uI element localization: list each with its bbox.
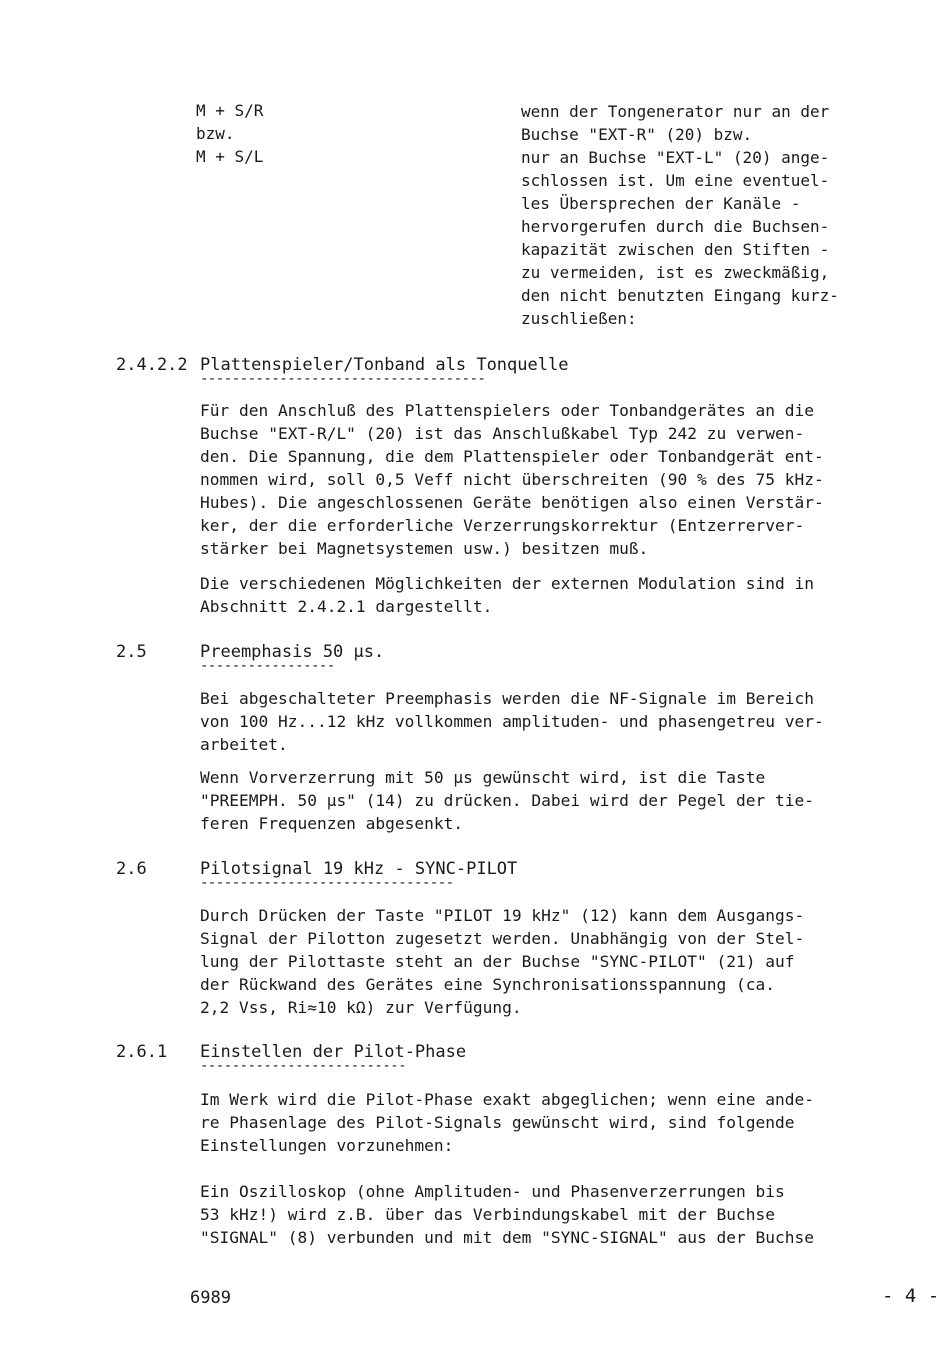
body-line: lung der Pilottaste steht an der Buchse "SYNC-PILOT" (21) auf (200, 952, 795, 971)
heading-underline: -------------------------- (200, 1058, 407, 1074)
heading-underline: ----------------- (200, 658, 335, 674)
body-line: von 100 Hz...12 kHz vollkommen amplituden- und phasengetreu ver- (200, 712, 824, 731)
page-number: - 4 - (882, 1285, 940, 1307)
body-line: Buchse "EXT-R/L" (20) ist das Anschlußkabel Typ 242 zu verwen- (200, 424, 805, 443)
heading-underline: ------------------------------------ (200, 371, 486, 387)
document-number: 6989 (190, 1288, 231, 1308)
mode-label-bzw: bzw. (196, 124, 235, 143)
mode-label-ms-l: M + S/L (196, 147, 264, 166)
note-line: zu vermeiden, ist es zweckmäßig, (521, 263, 830, 282)
note-line: schlossen ist. Um eine eventuel- (521, 171, 830, 190)
note-line: zuschließen: (521, 309, 637, 328)
note-line: les Übersprechen der Kanäle - (521, 194, 801, 213)
body-line: 2,2 Vss, Ri≈10 kΩ) zur Verfügung. (200, 998, 522, 1017)
body-line: Im Werk wird die Pilot-Phase exakt abgeglichen; wenn eine ande- (200, 1090, 814, 1109)
body-line: Bei abgeschalteter Preemphasis werden die NF-Signale im Bereich (200, 689, 814, 708)
body-line: Die verschiedenen Möglichkeiten der externen Modulation sind in (200, 574, 814, 593)
note-line: kapazität zwischen den Stiften - (521, 240, 830, 259)
body-line: stärker bei Magnetsystemen usw.) besitzen muß. (200, 539, 649, 558)
body-line: der Rückwand des Gerätes eine Synchronisationsspannung (ca. (200, 975, 775, 994)
section-number: 2.6 (116, 859, 147, 879)
section-heading: Pilotsignal 19 kHz - SYNC-PILOT (200, 859, 518, 879)
body-line: nommen wird, soll 0,5 Veff nicht überschreiten (90 % des 75 kHz- (200, 470, 824, 489)
mode-label-ms-r: M + S/R (196, 101, 264, 120)
section-heading: Einstellen der Pilot-Phase (200, 1042, 467, 1062)
body-line: Signal der Pilotton zugesetzt werden. Unabhängig von der Stel- (200, 929, 805, 948)
body-line: Für den Anschluß des Plattenspielers oder Tonbandgerätes an die (200, 401, 814, 420)
body-line: ker, der die erforderliche Verzerrungskorrektur (Entzerrerver- (200, 516, 805, 535)
body-line: "SIGNAL" (8) verbunden und mit dem "SYNC-SIGNAL" aus der Buchse (200, 1228, 814, 1247)
body-line: Abschnitt 2.4.2.1 dargestellt. (200, 597, 493, 616)
body-line: re Phasenlage des Pilot-Signals gewünscht wird, sind folgende (200, 1113, 795, 1132)
section-heading: Plattenspieler/Tonband als Tonquelle (200, 355, 569, 375)
note-line: Buchse "EXT-R" (20) bzw. (521, 125, 753, 144)
body-line: Einstellungen vorzunehmen: (200, 1136, 454, 1155)
body-line: feren Frequenzen abgesenkt. (200, 814, 464, 833)
body-line: 53 kHz!) wird z.B. über das Verbindungskabel mit der Buchse (200, 1205, 775, 1224)
body-line: Ein Oszilloskop (ohne Amplituden- und Phasenverzerrungen bis (200, 1182, 785, 1201)
section-number: 2.6.1 (116, 1042, 168, 1062)
body-line: arbeitet. (200, 735, 288, 754)
body-line: Hubes). Die angeschlossenen Geräte benötigen also einen Verstär- (200, 493, 824, 512)
section-number: 2.4.2.2 (116, 355, 188, 375)
body-line: Wenn Vorverzerrung mit 50 µs gewünscht wird, ist die Taste (200, 768, 766, 787)
note-line: wenn der Tongenerator nur an der (521, 102, 830, 121)
note-line: nur an Buchse "EXT-L" (20) ange- (521, 148, 830, 167)
section-heading: Preemphasis 50 µs. (200, 642, 385, 662)
body-line: Durch Drücken der Taste "PILOT 19 kHz" (12) kann dem Ausgangs- (200, 906, 805, 925)
body-line: den. Die Spannung, die dem Plattenspieler oder Tonbandgerät ent- (200, 447, 824, 466)
heading-underline: -------------------------------- (200, 875, 454, 891)
section-number: 2.5 (116, 642, 147, 662)
body-line: "PREEMPH. 50 µs" (14) zu drücken. Dabei wird der Pegel der tie- (200, 791, 814, 810)
note-line: hervorgerufen durch die Buchsen- (521, 217, 830, 236)
note-line: den nicht benutzten Eingang kurz- (521, 286, 839, 305)
